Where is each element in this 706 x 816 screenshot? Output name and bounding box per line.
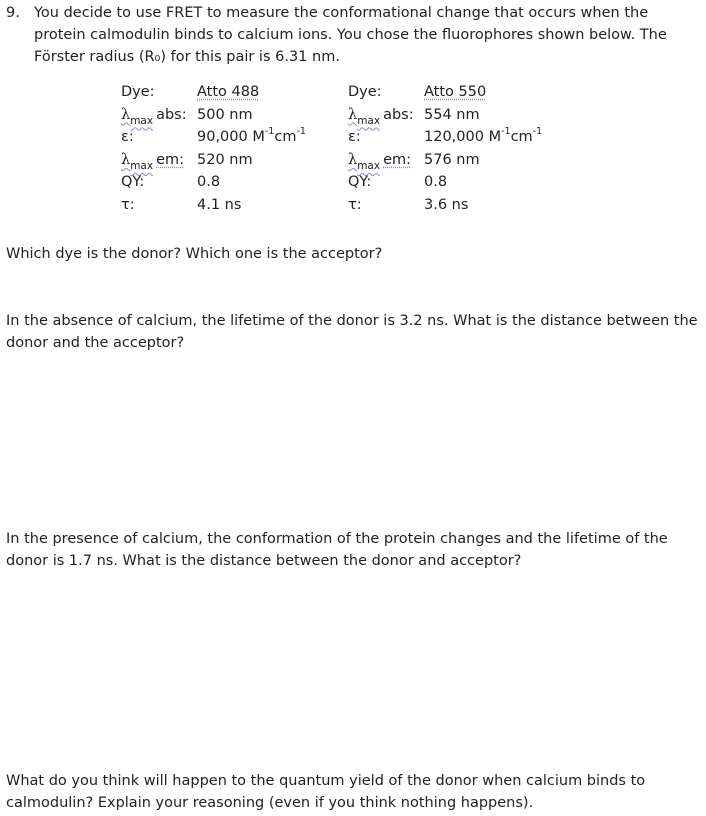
dye-name: Atto 550	[424, 84, 487, 100]
extinction-number: 90,000 M	[197, 129, 265, 146]
abs-max-value: 500 nm	[197, 106, 253, 123]
em-label: em:	[156, 151, 185, 168]
extinction-label: ε:	[121, 129, 134, 146]
dye-label: Dye:	[348, 84, 382, 100]
dye-name-row	[348, 81, 578, 104]
qy-value: 0.8	[424, 174, 448, 191]
max-subscript: max	[357, 159, 381, 172]
em-max-row	[121, 149, 351, 172]
max-subscript: max	[357, 114, 381, 127]
max-subscript: max	[130, 159, 154, 172]
problem-statement	[6, 2, 696, 68]
em-max-label	[348, 149, 411, 172]
em-label: em:	[383, 151, 412, 168]
qy-row	[121, 171, 351, 194]
question-distance-with-calcium: In the presence of calcium, the conformation of the protein changes and the lifetime of the donor is 1.7 ns. What is the distance between the donor and acceptor?	[6, 531, 668, 569]
question-distance-no-calcium: In the absence of calcium, the lifetime of the donor is 3.2 ns. What is the distance between the donor and the acceptor?	[6, 313, 698, 351]
dye-name: Atto 488	[197, 84, 260, 100]
dye-label: Dye:	[121, 84, 155, 100]
qy-label: QY:	[348, 174, 372, 191]
abs-max-label	[348, 104, 414, 127]
abs-max-row	[121, 104, 351, 127]
abs-label: abs:	[383, 106, 414, 123]
abs-label: abs:	[156, 106, 187, 123]
question-donor-acceptor: Which dye is the donor? Which one is the acceptor?	[6, 246, 383, 262]
problem-intro: You decide to use FRET to measure the conformational change that occurs when the protein calmodulin binds to calcium ions. You chose the fluorophores shown below. The Förster radius (R₀) for this pair is 6.31 nm.	[34, 5, 667, 65]
lifetime-label: τ:	[348, 196, 362, 213]
abs-max-row	[348, 104, 578, 127]
em-max-row	[348, 149, 578, 172]
abs-max-label	[121, 104, 187, 127]
extinction-value	[197, 126, 306, 148]
unit-exponent: -1	[532, 126, 543, 138]
qy-row	[348, 171, 578, 194]
question-quantum-yield: What do you think will happen to the quantum yield of the donor when calcium binds to calmodulin? Explain your reasoning (even if you think nothing happens).	[6, 773, 646, 811]
dye-properties-atto-550	[348, 81, 578, 217]
unit-exponent: -1	[501, 126, 511, 138]
extinction-label: ε:	[348, 129, 361, 146]
em-max-value: 576 nm	[424, 151, 480, 168]
lambda-symbol: λ	[348, 151, 358, 168]
problem-number: 9.	[6, 5, 20, 21]
lifetime-row	[121, 194, 351, 217]
extinction-value	[424, 126, 542, 148]
unit-exponent: -1	[296, 126, 306, 138]
lambda-symbol: λ	[121, 106, 131, 123]
unit-cm: cm	[510, 129, 533, 146]
abs-max-value: 554 nm	[424, 106, 480, 123]
extinction-row	[348, 126, 578, 149]
em-max-value: 520 nm	[197, 151, 253, 168]
lambda-symbol: λ	[348, 106, 358, 123]
max-subscript: max	[130, 114, 154, 127]
unit-cm: cm	[274, 129, 297, 146]
lambda-symbol: λ	[121, 151, 131, 168]
lifetime-row	[348, 194, 578, 217]
qy-value: 0.8	[197, 174, 221, 191]
dye-properties-atto-488	[121, 81, 351, 217]
dye-name-row	[121, 81, 351, 104]
qy-label: QY:	[121, 174, 145, 191]
extinction-row	[121, 126, 351, 149]
em-max-label	[121, 149, 184, 172]
lifetime-value: 4.1 ns	[197, 196, 242, 213]
lifetime-label: τ:	[121, 196, 135, 213]
unit-exponent: -1	[264, 126, 275, 138]
extinction-number: 120,000 M	[424, 129, 502, 146]
lifetime-value: 3.6 ns	[424, 196, 469, 213]
